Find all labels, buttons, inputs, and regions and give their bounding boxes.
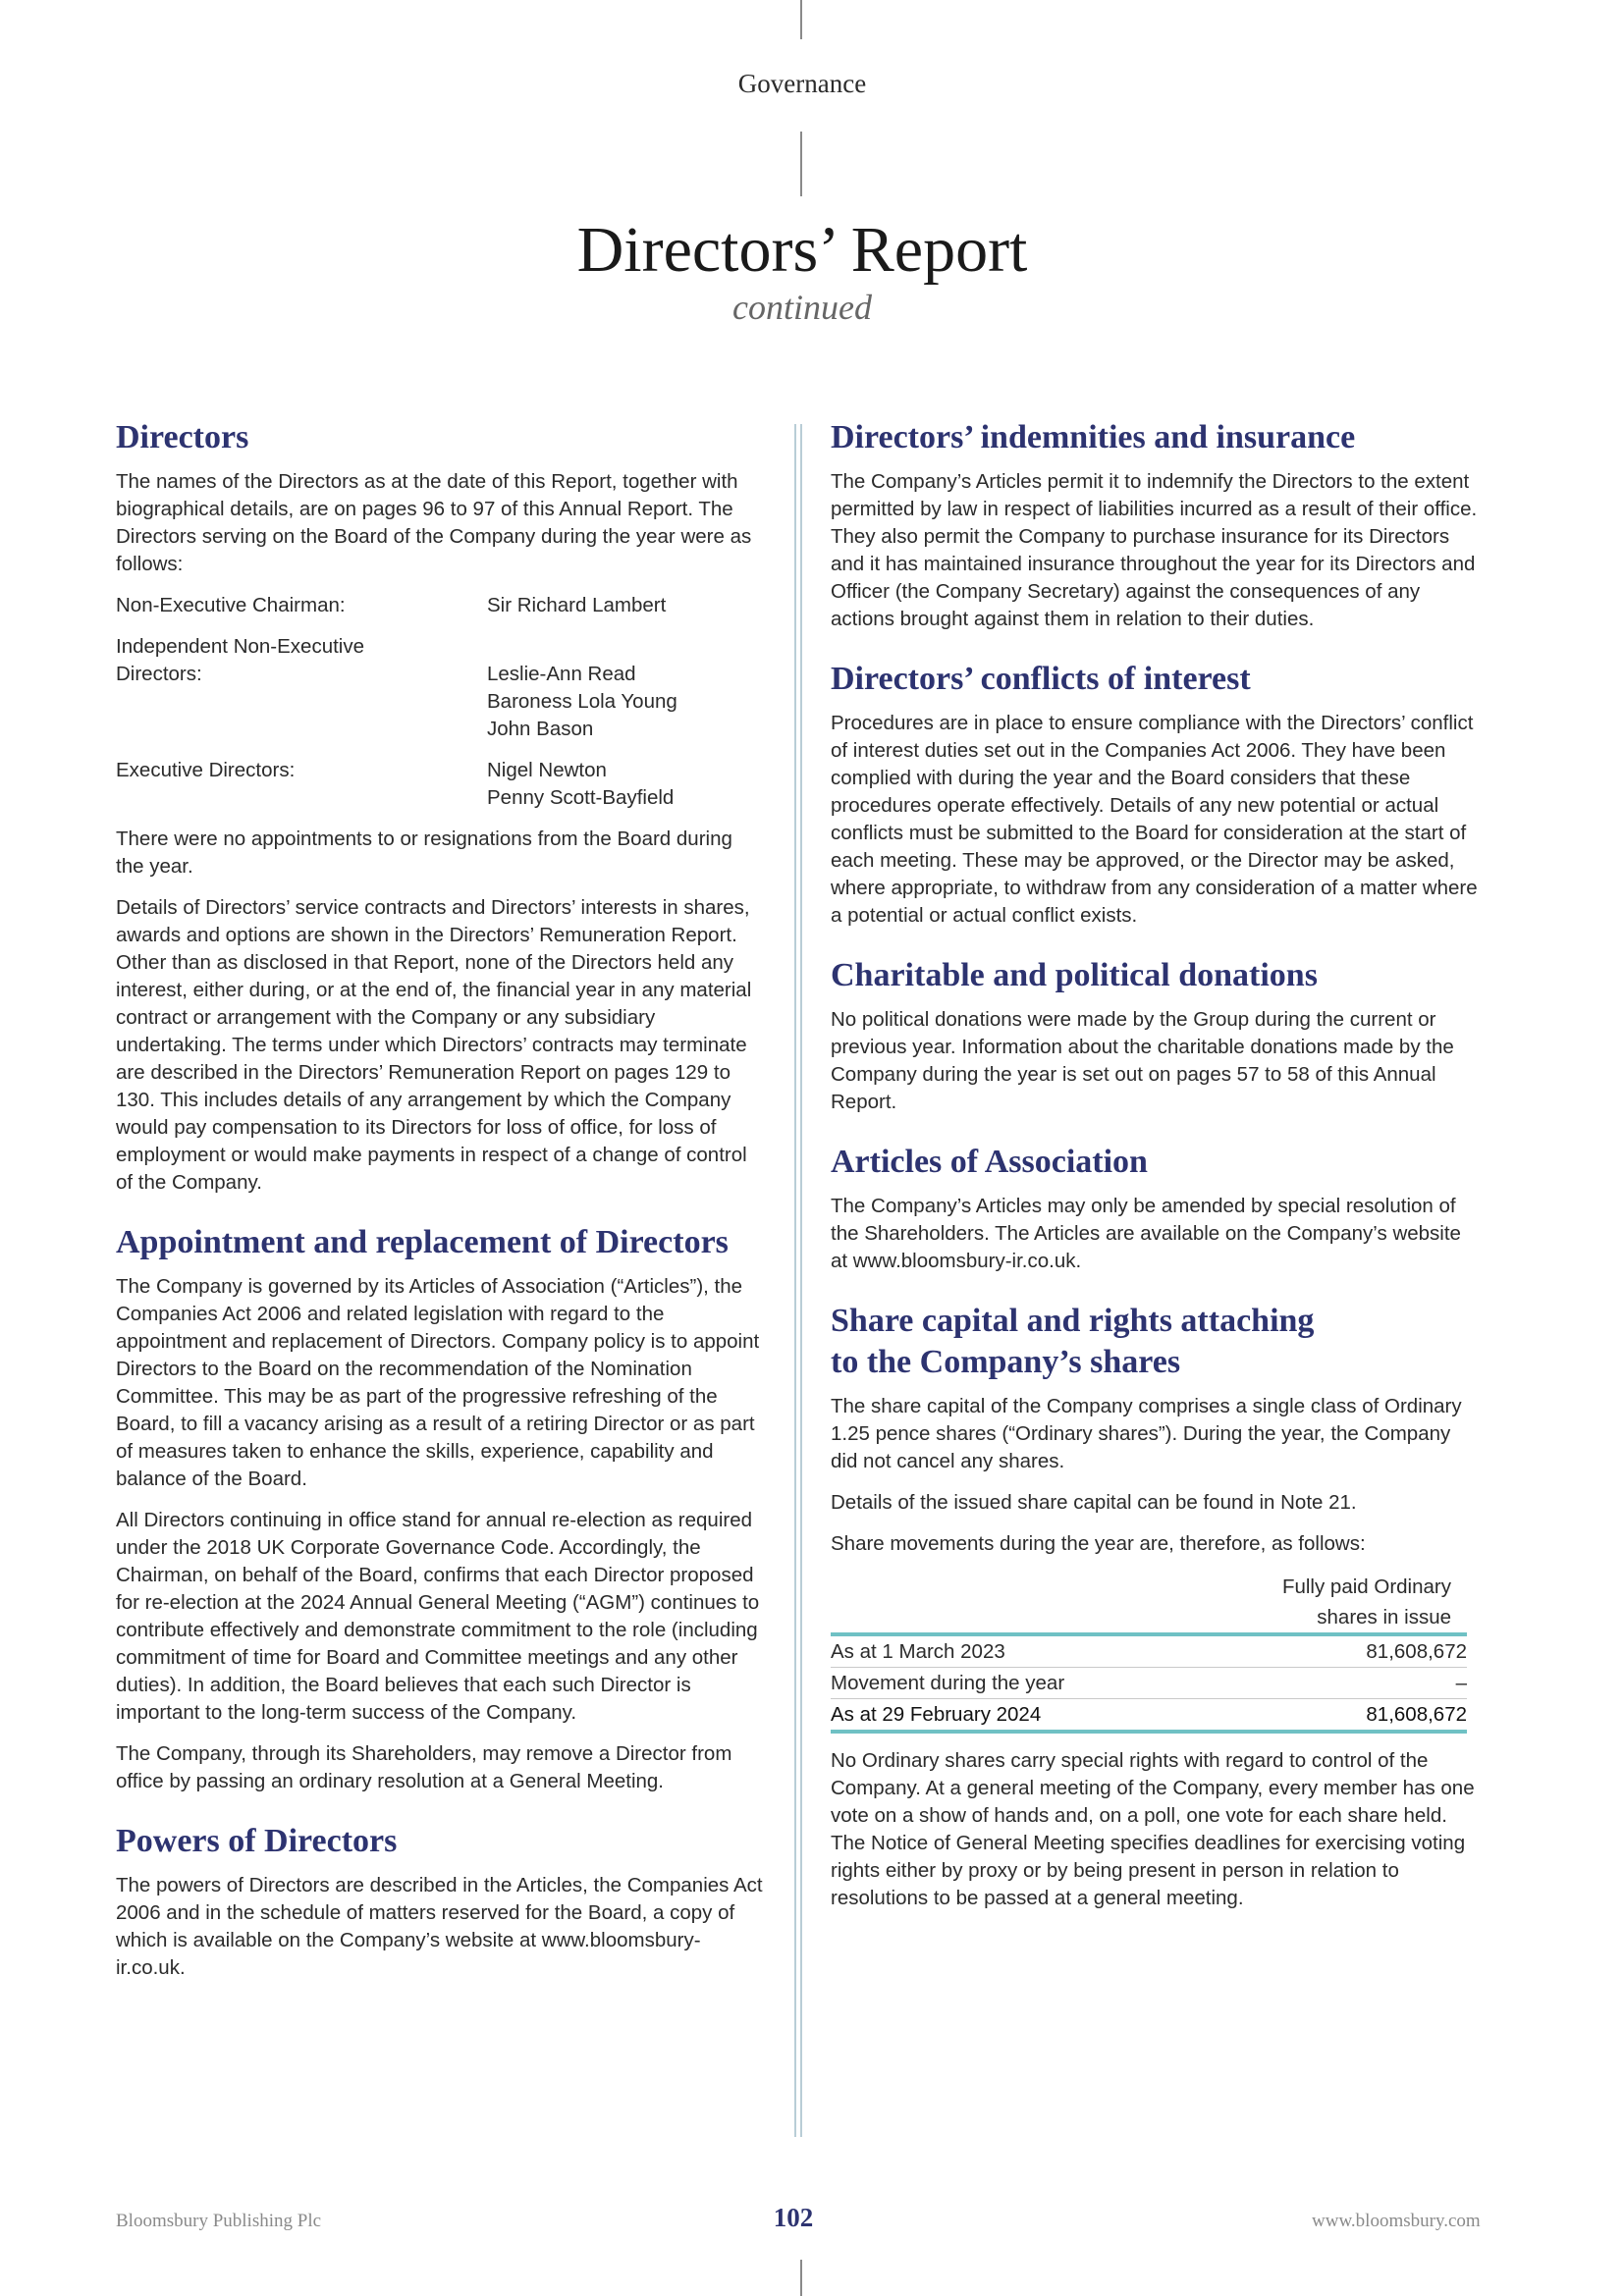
page-number: 102 [773,2203,814,2232]
director-row [116,592,764,619]
director-row [116,757,764,812]
director-row [116,633,764,743]
top-rule [800,0,802,39]
section-heading: Articles of Association [831,1144,1148,1180]
bottom-rule [800,2260,802,2296]
paragraph: The share capital of the Company comprises a single class of Ordinary 1.25 pence shares (“Ordinary shares”). During the year, the Company did not cancel any shares. [831,1395,1462,1472]
articles-section [831,1142,1481,1275]
row-label: As at 29 February 2024 [831,1699,1275,1733]
column-divider [794,424,796,2137]
table-header-row [831,1572,1467,1634]
paragraph: Procedures are in place to ensure compliance with the Directors’ conflict of interest duties set out in the Companies Act 2006. They have been complied with during the year and the Board considers that these procedures operate effectively. Details of any new potential or actual conflicts must be submitted to the Board for consideration at the start of each meeting. These may be approved, or the Director may be asked, where appropriate, to withdraw from any consideration of a matter where a potential or actual conflict exists. [831,712,1478,927]
row-label: As at 1 March 2023 [831,1634,1275,1668]
section-heading: Share capital and rights attaching to the Company’s shares [831,1303,1315,1380]
footer-website[interactable]: www.bloomsbury.com [1312,2211,1481,2231]
section-heading: Directors [116,419,249,455]
row-value: 81,608,672 [1275,1634,1467,1668]
right-column [831,417,1481,1938]
section-heading: Powers of Directors [116,1823,398,1859]
director-names: Sir Richard Lambert [487,594,667,616]
paragraph: The Company’s Articles permit it to indemnify the Directors to the extent permitted by law in respect of liabilities incurred as a result of their office. They also permit the Company to purchase insurance for its Directors and it has maintained insurance throughout the year for its Directors and Officer (the Company Secretary) against the consequences of any actions brought against them in relation to their duties. [831,470,1478,630]
share-capital-section [831,1301,1481,1912]
powers-section [116,1821,764,1982]
row-value: – [1275,1668,1467,1699]
paragraph: The Company is governed by its Articles of Association (“Articles”), the Companies Act 2006 and related legislation with regard to the appointment and replacement of Directors. Company policy is to appoint Directors to the Board on the recommendation of the Nomination Committee. This may be as part of the progressive refreshing of the Board, to fill a vacancy arising as a result of a retiring Director or as part of measures taken to enhance the skills, experience, capability and balance of the Board. [116,1275,760,1490]
director-names: Leslie-Ann Read Baroness Lola Young John Bason [487,663,677,740]
table-row [831,1699,1467,1733]
row-value: 81,608,672 [1275,1699,1467,1733]
section-label: Governance [737,69,867,98]
left-column [116,417,764,2007]
paragraph: No Ordinary shares carry special rights with regard to control of the Company. At a general meeting of the Company, every member has one vote on a show of hands and, on a poll, one vote for each share held. The Notice of General Meeting specifies deadlines for exercising voting rights either by proxy or by being present in person in relation to resolutions to be passed at a general meeting. [831,1749,1475,1909]
director-role: Non-Executive Chairman: [116,594,346,616]
paragraph: The powers of Directors are described in the Articles, the Companies Act 2006 and in the schedule of matters reserved for the Board, a copy of which is available on the Company’s website at www.bloomsbury-ir.co.uk. [116,1874,763,1979]
director-names: Nigel Newton Penny Scott-Bayfield [487,759,675,809]
donations-section [831,955,1481,1116]
directors-section [116,417,764,1197]
table-row [831,1634,1467,1668]
conflicts-section [831,659,1481,930]
share-movements-table [831,1572,1467,1734]
row-label: Movement during the year [831,1668,1275,1699]
page-subtitle: continued [732,288,872,327]
indemnities-section [831,417,1481,633]
column-header: Fully paid Ordinary shares in issue [831,1572,1467,1634]
column-divider [800,424,802,2137]
paragraph: All Directors continuing in office stand for annual re-election as required under the 2018 UK Corporate Governance Code. Accordingly, the Chairman, on behalf of the Board, confirms that each Director proposed for re-election at the 2024 Annual General Meeting (“AGM”) continues to contribute effectively and demonstrate commitment to the role (including commitment of time for Board and Committee meetings and any other duties). In addition, the Board believes that each such Director is important to the long-term success of the Company. [116,1509,760,1724]
paragraph: There were no appointments to or resignations from the Board during the year. [116,828,732,878]
appointment-section [116,1222,764,1795]
table-row [831,1668,1467,1699]
paragraph: Details of the issued share capital can be found in Note 21. [831,1491,1357,1514]
section-heading: Charitable and political donations [831,957,1318,993]
paragraph: Share movements during the year are, therefore, as follows: [831,1532,1366,1555]
section-heading: Directors’ conflicts of interest [831,661,1251,697]
paragraph: Details of Directors’ service contracts and Directors’ interests in shares, awards and options are shown in the Directors’ Remuneration Report. Other than as disclosed in that Report, none of the Directors held any interest, either during, or at the end of, the financial year in any material contract or arrangement with the Company or any subsidiary undertaking. The terms under which Directors’ contracts may terminate are described in the Directors’ Remuneration Report on pages 129 to 130. This includes details of any arrangement by which the Company would pay compensation to its Directors for loss of office, for loss of employment or would make payments in respect of a change of control of the Company. [116,896,752,1194]
paragraph: The Company, through its Shareholders, may remove a Director from office by passing an ordinary resolution at a General Meeting. [116,1742,732,1792]
paragraph: The names of the Directors as at the date of this Report, together with biographical details, are on pages 96 to 97 of this Annual Report. The Directors serving on the Board of the Company during the year were as follows: [116,470,752,575]
header-rule [800,132,802,196]
section-heading: Appointment and replacement of Directors [116,1224,729,1260]
footer-company: Bloomsbury Publishing Plc [116,2211,322,2231]
section-heading: Directors’ indemnities and insurance [831,419,1356,455]
director-role: Independent Non-Executive Directors: [116,635,365,685]
paragraph: No political donations were made by the Group during the current or previous year. Information about the charitable donations made by the Company during the year is set out on pages 57 to 58 of this Annual Report. [831,1008,1454,1113]
director-role: Executive Directors: [116,759,296,781]
page-title: Directors’ Report [576,214,1028,286]
paragraph: The Company’s Articles may only be amended by special resolution of the Shareholders. The Articles are available on the Company’s website at www.bloomsbury-ir.co.uk. [831,1195,1461,1272]
